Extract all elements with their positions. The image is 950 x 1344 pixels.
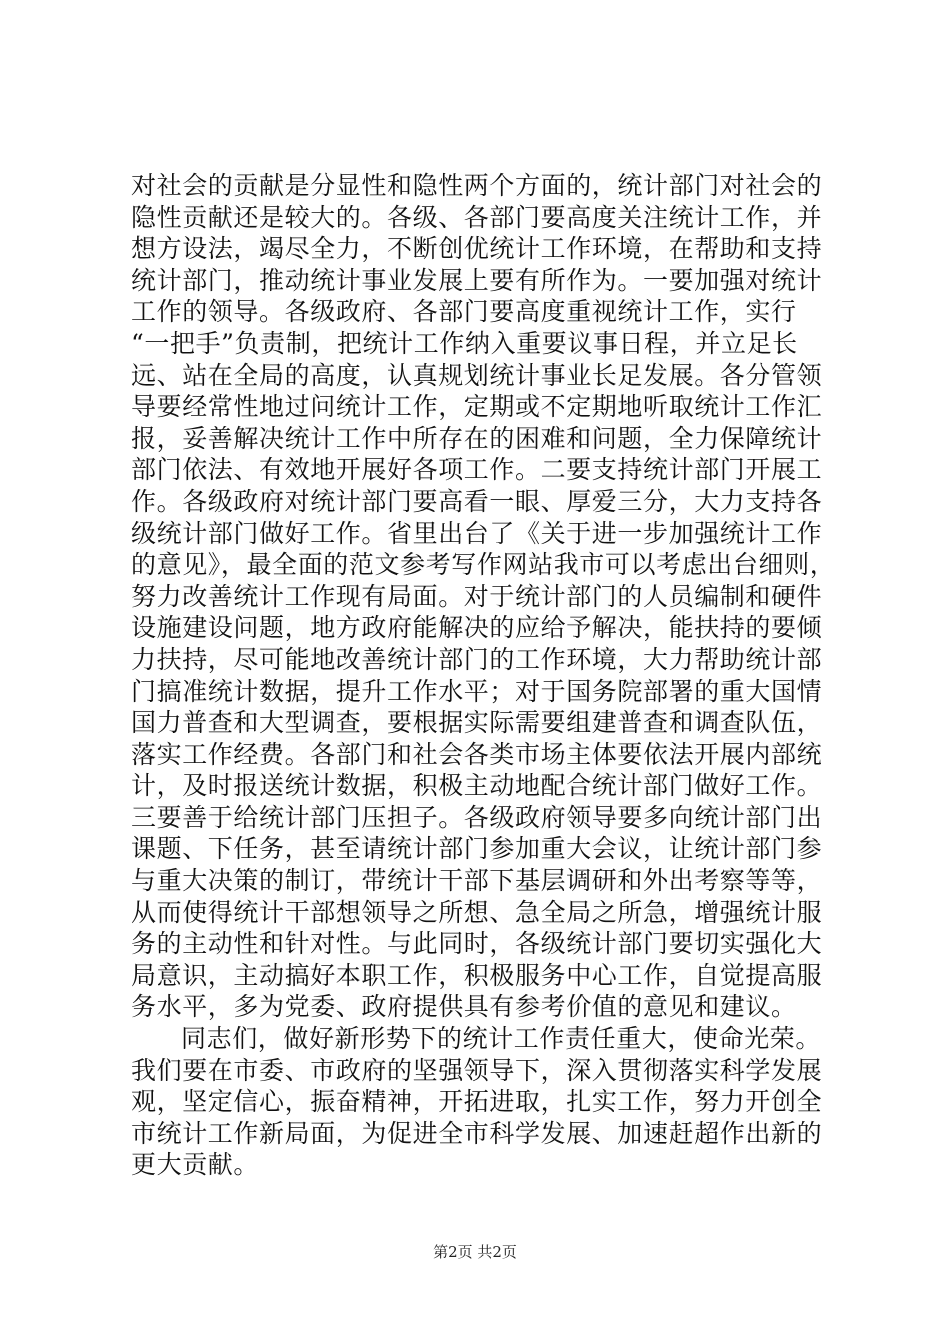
text-line: 远、站在全局的高度，认真规划统计事业长足发展。各分管领	[131, 360, 823, 390]
text-line: 同志们，做好新形势下的统计工作责任重大，使命光荣。	[181, 1024, 822, 1054]
text-line: 工作的领导。各级政府、各部门要高度重视统计工作，实行	[131, 297, 797, 327]
text-line: 作。各级政府对统计部门要高看一眼、厚爱三分，大力支持各	[131, 486, 823, 516]
text-line: 与重大决策的制订，带统计干部下基层调研和外出考察等等，	[131, 866, 823, 896]
text-line: 观，坚定信心，振奋精神，开拓进取，扎实工作，努力开创全	[131, 1087, 823, 1117]
text-line: 我们要在市委、市政府的坚强领导下，深入贯彻落实科学发展	[131, 1055, 823, 1085]
text-line: 计，及时报送统计数据，积极主动地配合统计部门做好工作。	[131, 771, 823, 801]
text-line: 门搞准统计数据，提升工作水平；对于国务院部署的重大国情	[131, 676, 823, 706]
text-line: 想方设法，竭尽全力，不断创优统计工作环境，在帮助和支持	[131, 234, 823, 264]
text-line: 报，妥善解决统计工作中所存在的困难和问题，全力保障统计	[131, 423, 823, 453]
text-line: 部门依法、有效地开展好各项工作。二要支持统计部门开展工	[131, 455, 823, 485]
text-line: 国力普查和大型调查，要根据实际需要组建普查和调查队伍，	[131, 708, 823, 738]
text-line: 对社会的贡献是分显性和隐性两个方面的，统计部门对社会的	[131, 171, 823, 200]
paragraph-1	[131, 170, 836, 1023]
text-line: 务的主动性和针对性。与此同时，各级统计部门要切实强化大	[131, 929, 823, 959]
text-line: 局意识，主动搞好本职工作，积极服务中心工作，自觉提高服	[131, 960, 823, 990]
page-footer: 第2页 共2页	[433, 1243, 517, 1261]
text-line: 统计部门，推动统计事业发展上要有所作为。一要加强对统计	[131, 265, 823, 295]
text-line: 三要善于给统计部门压担子。各级政府领导要多向统计部门出	[131, 802, 823, 832]
text-line: 课题、下任务，甚至请统计部门参加重大会议，让统计部门参	[131, 834, 823, 864]
text-line: 设施建设问题，地方政府能解决的应给予解决，能扶持的要倾	[131, 613, 823, 643]
text-line: 落实工作经费。各部门和社会各类市场主体要依法开展内部统	[131, 739, 823, 769]
text-line: 市统计工作新局面，为促进全市科学发展、加速赶超作出新的	[131, 1118, 823, 1148]
text-line: 隐性贡献还是较大的。各级、各部门要高度关注统计工作，并	[131, 202, 823, 232]
text-line: 更大贡献。	[131, 1150, 260, 1180]
text-line: 导要经常性地过问统计工作，定期或不定期地听取统计工作汇	[131, 392, 823, 422]
text-line: 的意见》，最全面的范文参考写作网站我市可以考虑出台细则，	[131, 550, 836, 580]
paragraph-2	[131, 1023, 831, 1181]
text-line: 从而使得统计干部想领导之所想、急全局之所急，增强统计服	[131, 897, 823, 927]
text-line: 务水平，多为党委、政府提供具有参考价值的意见和建议。	[131, 992, 797, 1022]
text-line: 级统计部门做好工作。省里出台了《关于进一步加强统计工作	[131, 518, 823, 548]
text-line: 努力改善统计工作现有局面。对于统计部门的人员编制和硬件	[131, 581, 823, 611]
text-line: “一把手”负责制，把统计工作纳入重要议事日程，并立足长	[131, 328, 798, 358]
document-body	[131, 170, 836, 1181]
text-line: 力扶持，尽可能地改善统计部门的工作环境，大力帮助统计部	[131, 644, 823, 674]
